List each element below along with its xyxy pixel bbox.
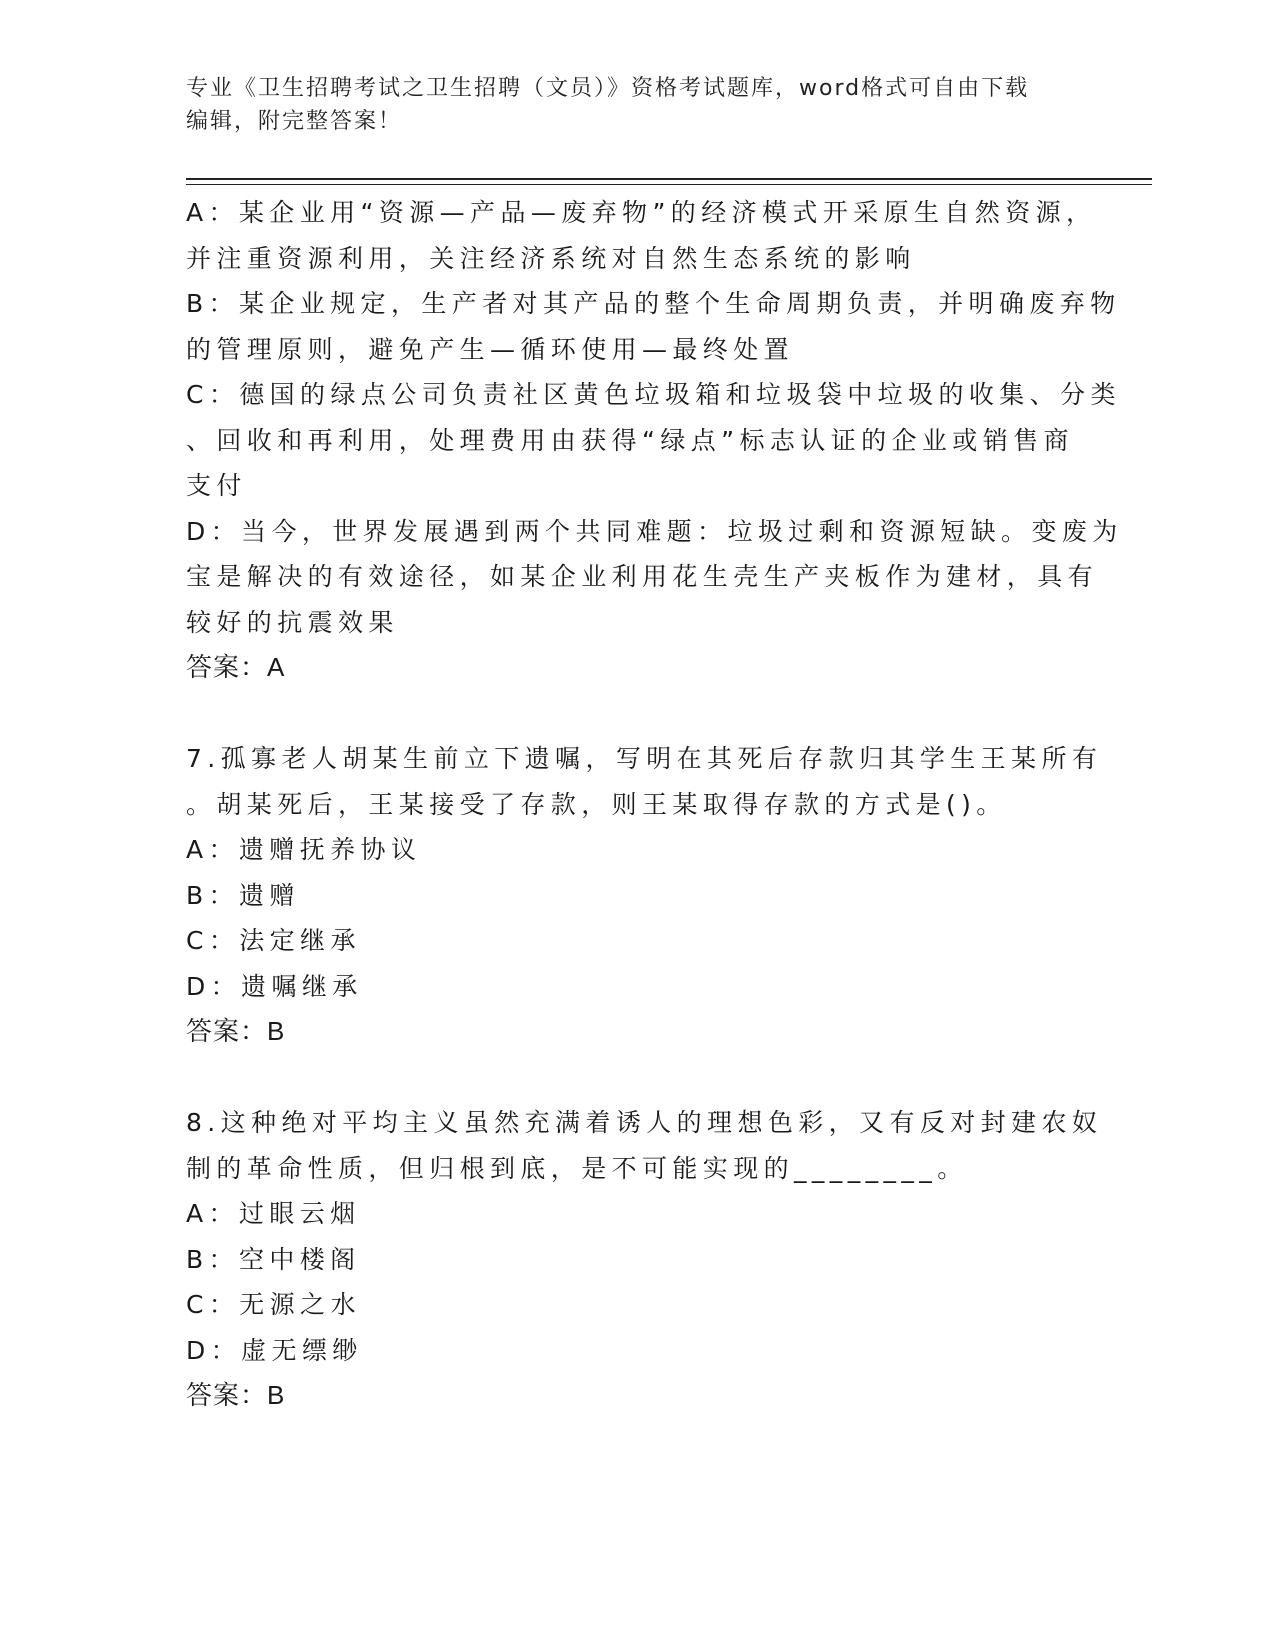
option-d-line-3: 较好的抗震效果: [186, 607, 399, 637]
option-b: [186, 281, 1121, 372]
question-6-options: [186, 190, 1123, 691]
question-7: [186, 736, 1103, 1055]
header-rule-thick: [186, 178, 1152, 180]
question-7-stem-line-1: 7.孤寡老人胡某生前立下遗嘱，写明在其死后存款归其学生王某所有: [186, 744, 1103, 773]
option-d-line-2: 宝是解决的有效途径，如某企业利用花生壳生产夹板作为建材，具有: [186, 562, 1099, 591]
header-line-2: 编辑，附完整答案！: [186, 109, 403, 134]
option-d: D：虚无缥缈: [186, 1335, 363, 1365]
option-c-line-3: 支付: [186, 471, 247, 500]
option-a: [186, 190, 1097, 281]
option-c: C：无源之水: [186, 1290, 361, 1319]
option-b: B：空中楼阁: [186, 1244, 361, 1274]
option-a-line-1: A：某企业用“资源—产品—废弃物”的经济模式开采原生自然资源，: [186, 198, 1097, 227]
spacer: [186, 1055, 1086, 1101]
question-8-stem-line-1: 8.这种绝对平均主义虽然充满着诱人的理想色彩，又有反对封建农奴: [186, 1108, 1103, 1137]
option-d: [186, 509, 1123, 646]
question-8: [186, 1100, 1103, 1419]
option-d: D：遗嘱继承: [186, 971, 363, 1001]
question-8-answer: 答案：B: [186, 1380, 286, 1410]
option-b: B：遗赠: [186, 880, 300, 910]
option-b-line-2: 的管理原则，避免产生—循环使用—最终处置: [186, 334, 795, 364]
option-c-line-2: 、回收和再利用，处理费用由获得“绿点”标志认证的企业或销售商: [186, 425, 1074, 455]
question-8-stem-line-2: 制的革命性质，但归根到底，是不可能实现的________。: [186, 1153, 968, 1183]
spacer: [186, 691, 1086, 737]
option-c: [186, 372, 1121, 509]
option-c-line-1: C：德国的绿点公司负责社区黄色垃圾箱和垃圾袋中垃圾的收集、分类: [186, 380, 1121, 409]
question-content: [186, 190, 1123, 1419]
question-7-answer: 答案：B: [186, 1016, 286, 1046]
header-line-1: 专业《卫生招聘考试之卫生招聘（文员）》资格考试题库，word格式可自由下载: [186, 76, 1030, 101]
option-a: A：过眼云烟: [186, 1199, 361, 1228]
option-c: C：法定继承: [186, 926, 361, 955]
document-header: [186, 72, 1066, 138]
question-6-answer: 答案：A: [186, 652, 286, 682]
option-d-line-1: D：当今，世界发展遇到两个共同难题：垃圾过剩和资源短缺。变废为: [186, 516, 1123, 546]
option-a: A：遗赠抚养协议: [186, 835, 422, 864]
option-a-line-2: 并注重资源利用，关注经济系统对自然生态系统的影响: [186, 243, 916, 273]
question-7-stem-line-2: 。胡某死后，王某接受了存款，则王某取得存款的方式是()。: [186, 789, 1007, 819]
header-rule-thin: [186, 184, 1152, 185]
option-b-line-1: B：某企业规定，生产者对其产品的整个生命周期负责，并明确废弃物: [186, 289, 1121, 318]
